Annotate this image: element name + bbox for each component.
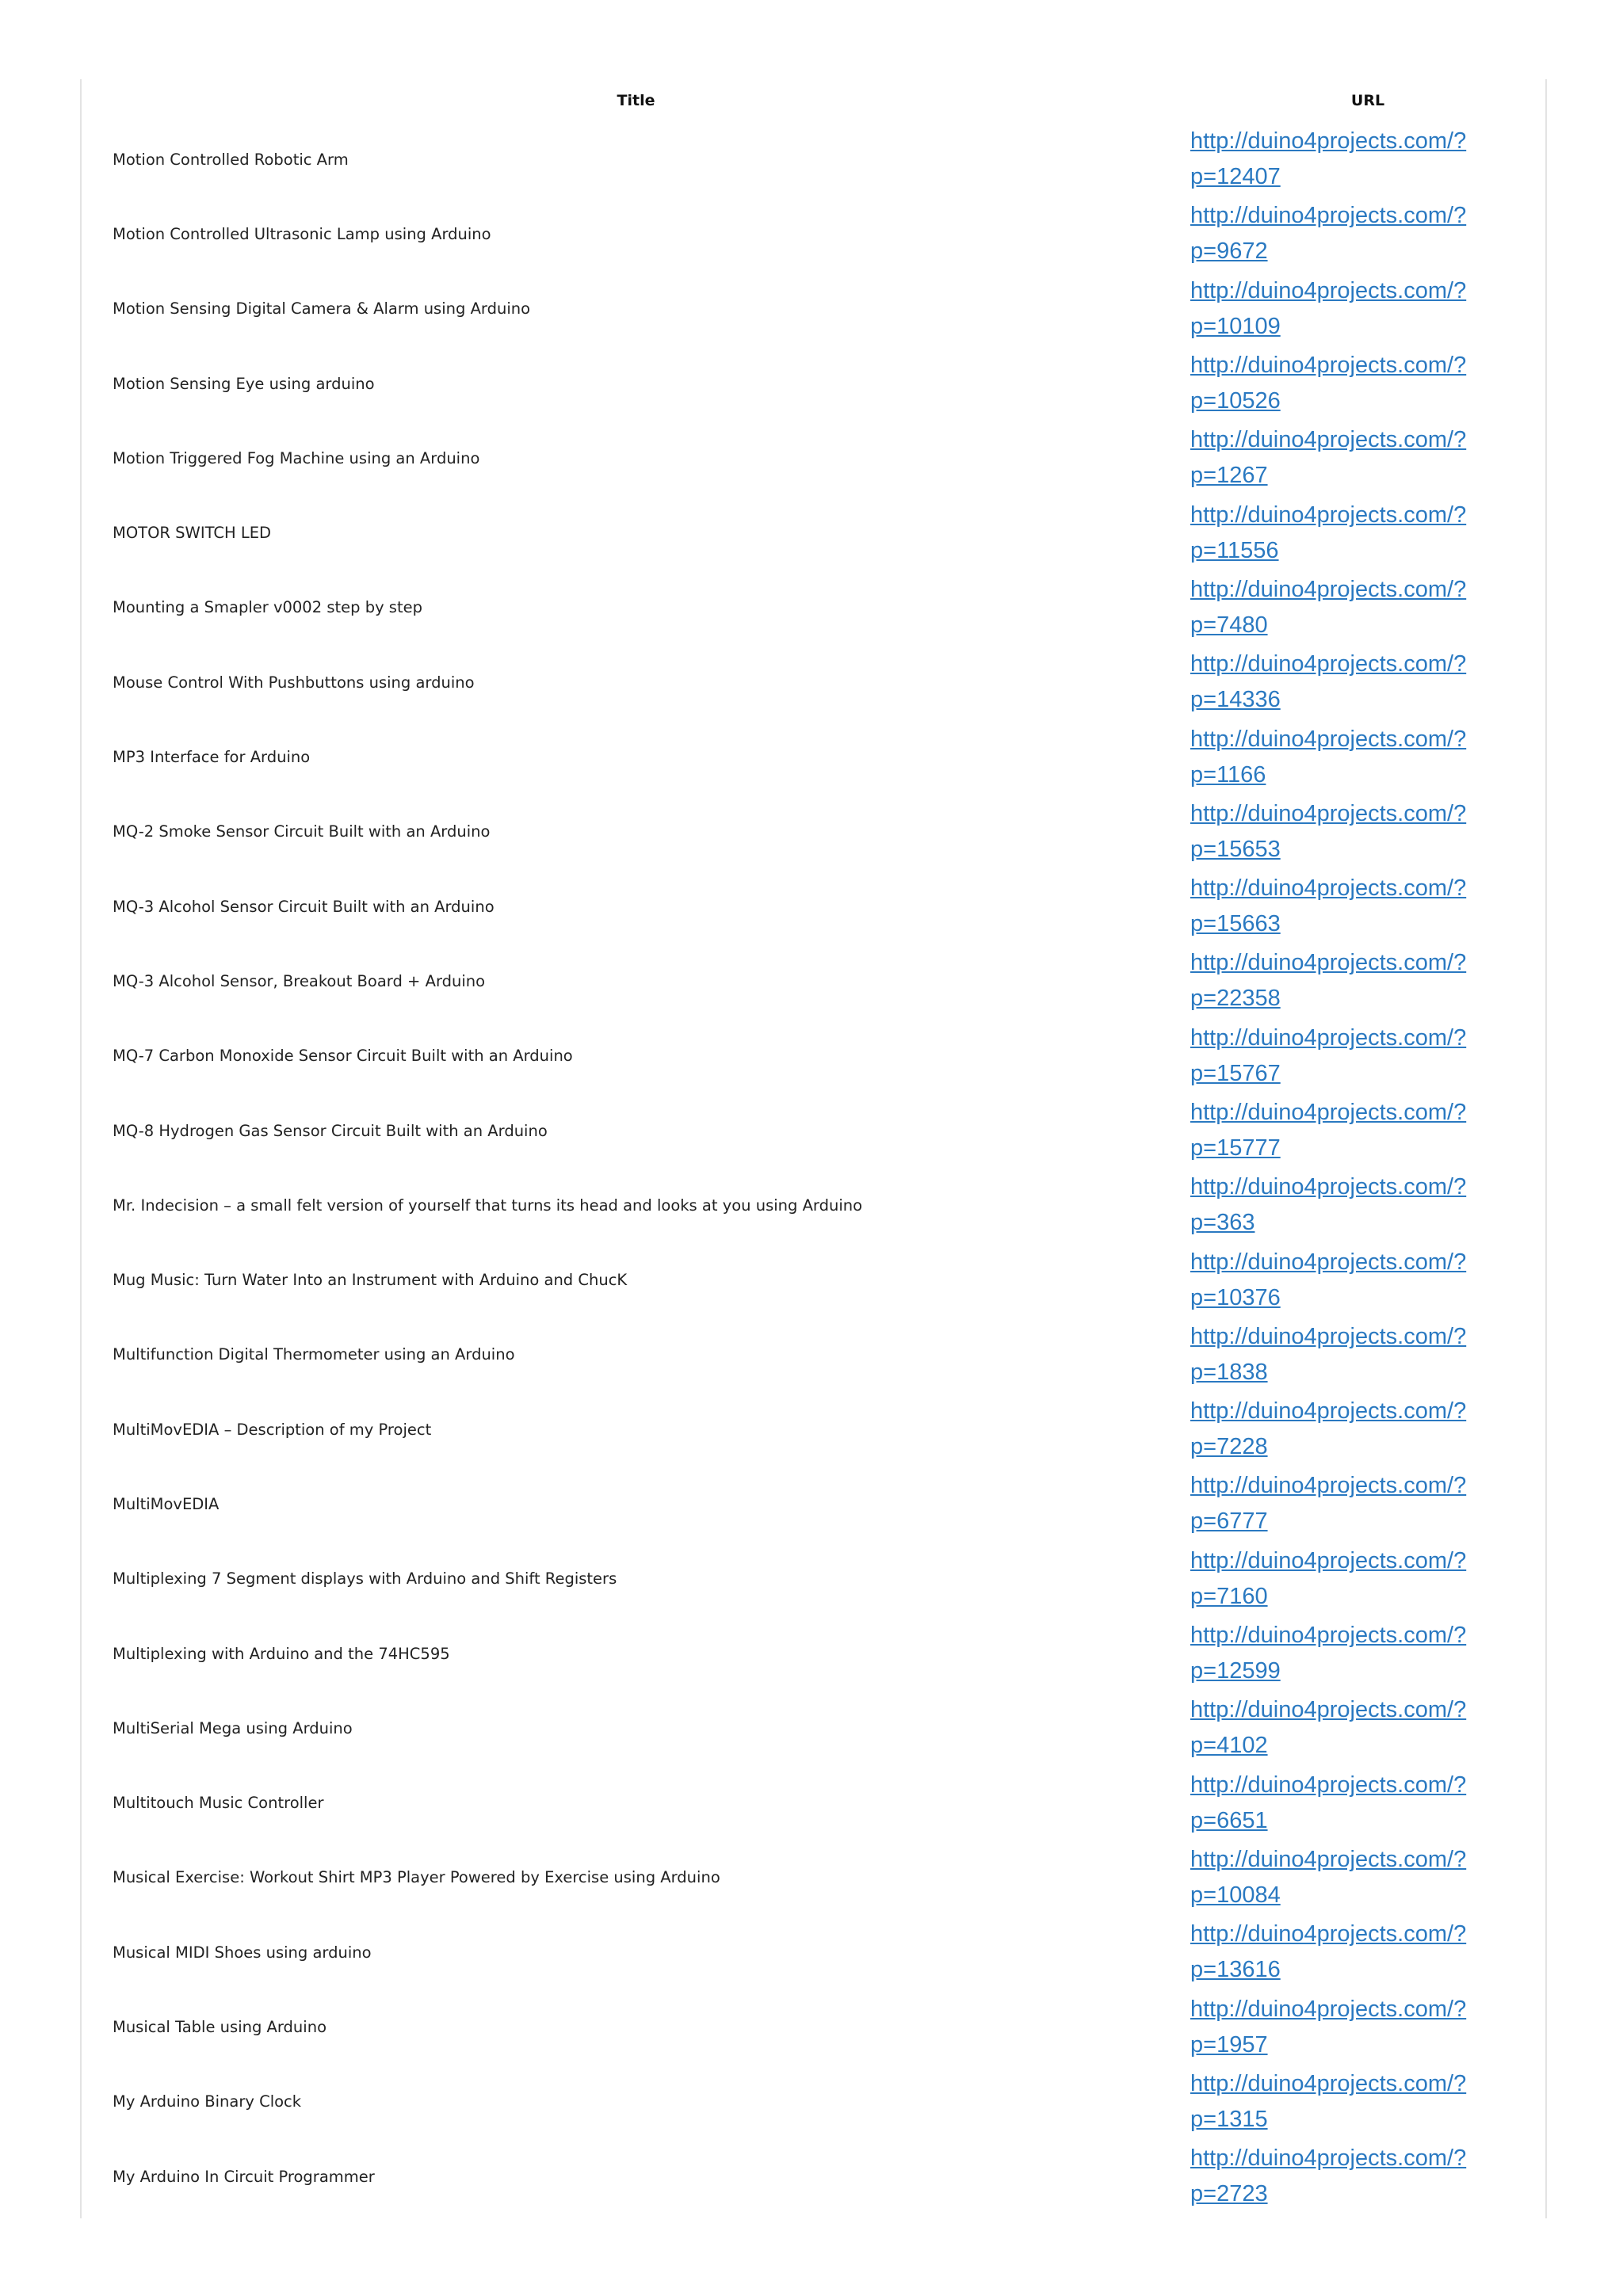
table-row (82, 1766, 1545, 1840)
project-url-link[interactable]: http://duino4projects.com/?p=10376 (1190, 1249, 1467, 1310)
project-url-cell (1190, 2065, 1545, 2139)
table-row (82, 1616, 1545, 1691)
project-url-link[interactable]: http://duino4projects.com/?p=10109 (1190, 277, 1467, 339)
project-url-link[interactable]: http://duino4projects.com/?p=1957 (1190, 1996, 1467, 2058)
project-url-cell (1190, 1691, 1545, 1765)
table-row (82, 346, 1545, 421)
project-title: My Arduino In Circuit Programmer (113, 2167, 375, 2186)
project-url-link[interactable]: http://duino4projects.com/?p=15767 (1190, 1024, 1467, 1086)
project-url-link[interactable]: http://duino4projects.com/?p=1315 (1190, 2070, 1467, 2132)
table-row (82, 272, 1545, 346)
project-title: MQ-2 Smoke Sensor Circuit Built with an Arduino (113, 822, 491, 841)
project-title: MQ-3 Alcohol Sensor Circuit Built with an Arduino (113, 897, 495, 916)
project-title: MultiMovEDIA (113, 1494, 220, 1513)
project-title: MQ-3 Alcohol Sensor, Breakout Board + Arduino (113, 971, 486, 990)
project-url-link[interactable]: http://duino4projects.com/?p=15653 (1190, 800, 1467, 862)
table-row (82, 1242, 1545, 1317)
project-title: Motion Sensing Digital Camera & Alarm using Arduino (113, 299, 531, 318)
project-url-link[interactable]: http://duino4projects.com/?p=1267 (1190, 427, 1467, 489)
project-title: Mouse Control With Pushbuttons using arduino (113, 673, 475, 692)
project-url-link[interactable]: http://duino4projects.com/?p=10084 (1190, 1846, 1467, 1908)
project-title: Multiplexing 7 Segment displays with Arduino and Shift Registers (113, 1569, 617, 1589)
table-row (82, 1392, 1545, 1466)
project-url-link[interactable]: http://duino4projects.com/?p=22358 (1190, 950, 1467, 1012)
table-row (82, 1019, 1545, 1093)
project-url-link[interactable]: http://duino4projects.com/?p=363 (1190, 1174, 1467, 1236)
project-title: Musical Exercise: Workout Shirt MP3 Player Powered by Exercise using Arduino (113, 1868, 720, 1887)
project-url-cell (1190, 1766, 1545, 1840)
url-column-header: URL (1350, 92, 1385, 109)
project-title: MultiSerial Mega using Arduino (113, 1718, 353, 1737)
project-title: MP3 Interface for Arduino (113, 748, 311, 767)
project-url-cell (1190, 1168, 1545, 1242)
project-url-link[interactable]: http://duino4projects.com/?p=11556 (1190, 502, 1467, 563)
project-title: Motion Controlled Ultrasonic Lamp using Arduino (113, 224, 491, 243)
project-url-cell (1190, 1542, 1545, 1616)
project-url-cell (1190, 719, 1545, 794)
projects-table-frame (80, 79, 1547, 2218)
table-row (82, 421, 1545, 495)
project-url-link[interactable]: http://duino4projects.com/?p=15777 (1190, 1100, 1467, 1161)
project-title: MQ-8 Hydrogen Gas Sensor Circuit Built with an Arduino (113, 1121, 548, 1140)
table-row (82, 944, 1545, 1018)
table-row (82, 1542, 1545, 1616)
project-url-cell (1190, 346, 1545, 421)
project-title: Multitouch Music Controller (113, 1794, 324, 1813)
project-url-link[interactable]: http://duino4projects.com/?p=7160 (1190, 1547, 1467, 1609)
project-title: Motion Sensing Eye using arduino (113, 374, 375, 393)
project-url-cell (1190, 495, 1545, 570)
project-url-cell (1190, 869, 1545, 944)
project-url-cell (1190, 122, 1545, 196)
table-row (82, 122, 1545, 196)
table-row (82, 2065, 1545, 2139)
table-row (82, 869, 1545, 944)
project-url-cell (1190, 944, 1545, 1018)
project-url-link[interactable]: http://duino4projects.com/?p=1166 (1190, 726, 1467, 788)
table-row (82, 719, 1545, 794)
project-title: Motion Triggered Fog Machine using an Arduino (113, 448, 480, 467)
project-url-link[interactable]: http://duino4projects.com/?p=2723 (1190, 2145, 1467, 2207)
project-url-link[interactable]: http://duino4projects.com/?p=4102 (1190, 1697, 1467, 1759)
project-title: Multifunction Digital Thermometer using an Arduino (113, 1345, 515, 1364)
table-row (82, 1915, 1545, 1989)
project-url-cell (1190, 1989, 1545, 2064)
table-row (82, 1466, 1545, 1541)
project-url-cell (1190, 272, 1545, 346)
project-title: Multiplexing with Arduino and the 74HC595 (113, 1644, 450, 1663)
project-url-cell (1190, 570, 1545, 645)
table-body (82, 122, 1545, 2214)
table-row (82, 795, 1545, 869)
project-title: My Arduino Binary Clock (113, 2092, 302, 2111)
project-url-cell (1190, 1318, 1545, 1392)
project-url-cell (1190, 1093, 1545, 1168)
project-url-cell (1190, 1915, 1545, 1989)
table-row (82, 196, 1545, 271)
project-title: Musical MIDI Shoes using arduino (113, 1943, 372, 1962)
project-url-link[interactable]: http://duino4projects.com/?p=14336 (1190, 651, 1467, 713)
project-url-link[interactable]: http://duino4projects.com/?p=7228 (1190, 1398, 1467, 1460)
project-title: Mug Music: Turn Water Into an Instrument with Arduino and ChucK (113, 1271, 628, 1290)
table-row (82, 495, 1545, 570)
project-title: MQ-7 Carbon Monoxide Sensor Circuit Built with an Arduino (113, 1047, 573, 1066)
project-url-cell (1190, 795, 1545, 869)
project-title: Musical Table using Arduino (113, 2018, 327, 2037)
table-row (82, 1989, 1545, 2064)
project-url-cell (1190, 1242, 1545, 1317)
project-url-cell (1190, 196, 1545, 271)
title-column-header: Title (617, 92, 655, 109)
project-url-cell (1190, 421, 1545, 495)
table-row (82, 570, 1545, 645)
project-url-cell (1190, 1840, 1545, 1915)
projects-table (82, 79, 1545, 2214)
project-title: Motion Controlled Robotic Arm (113, 150, 349, 169)
table-row (82, 645, 1545, 719)
project-url-cell (1190, 1616, 1545, 1691)
project-url-link[interactable]: http://duino4projects.com/?p=1838 (1190, 1323, 1467, 1385)
project-title: Mounting a Smapler v0002 step by step (113, 598, 422, 617)
project-title: Mr. Indecision – a small felt version of yourself that turns its head and looks at you using Arduino (113, 1196, 863, 1215)
project-url-cell (1190, 2139, 1545, 2214)
project-url-link[interactable]: http://duino4projects.com/?p=6777 (1190, 1473, 1467, 1535)
project-url-link[interactable]: http://duino4projects.com/?p=13616 (1190, 1921, 1467, 1983)
table-row (82, 2139, 1545, 2214)
table-header-row (82, 79, 1545, 122)
project-url-link[interactable]: http://duino4projects.com/?p=6651 (1190, 1772, 1467, 1833)
project-url-cell (1190, 1466, 1545, 1541)
project-url-link[interactable]: http://duino4projects.com/?p=7480 (1190, 576, 1467, 638)
project-url-link[interactable]: http://duino4projects.com/?p=15663 (1190, 875, 1467, 937)
table-row (82, 1840, 1545, 1915)
project-url-cell (1190, 1392, 1545, 1466)
project-url-link[interactable]: http://duino4projects.com/?p=12599 (1190, 1623, 1467, 1684)
project-url-link[interactable]: http://duino4projects.com/?p=10526 (1190, 353, 1467, 414)
project-title: MultiMovEDIA – Description of my Project (113, 1420, 432, 1439)
table-row (82, 1691, 1545, 1765)
table-row (82, 1318, 1545, 1392)
project-url-cell (1190, 1019, 1545, 1093)
project-url-link[interactable]: http://duino4projects.com/?p=12407 (1190, 128, 1467, 190)
project-title: MOTOR SWITCH LED (113, 524, 272, 543)
project-url-link[interactable]: http://duino4projects.com/?p=9672 (1190, 203, 1467, 265)
table-row (82, 1168, 1545, 1242)
project-url-cell (1190, 645, 1545, 719)
table-row (82, 1093, 1545, 1168)
